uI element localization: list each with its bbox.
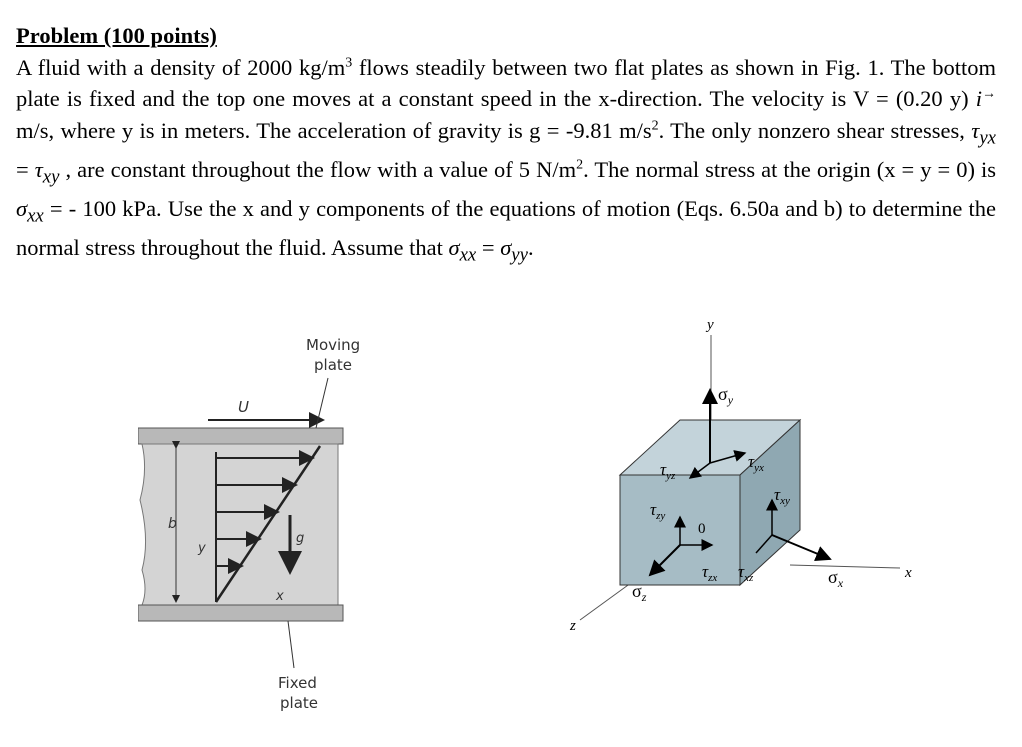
origin-label: 0 [698, 521, 706, 537]
problem-statement [16, 20, 996, 271]
sigma-x-label: $\sigma_x$ [828, 567, 844, 590]
sigma-z-label: $\sigma_z$ [632, 581, 647, 604]
text-seg: m/s, where y is in meters. The acceleration of gravity is g = -9.81 m/s [16, 117, 652, 143]
plate-flow-figure [138, 310, 458, 730]
axis-z-label: z [570, 618, 576, 634]
tau-zy-label: $\tau_{zy}$ [650, 500, 666, 522]
superscript: 2 [576, 157, 584, 172]
fixed-plate-leader [288, 621, 294, 668]
text-seg: = - 100 kPa. Use the x and y components of the equations of motion (Eqs. 6.50a and b) to determine the normal stress throughout the fluid. Assume that [16, 195, 996, 260]
text-seg: . The only nonzero shear stresses, [658, 117, 972, 143]
tau-zx-label: $\tau_{zx}$ [702, 562, 718, 584]
text-seg: = [16, 156, 35, 182]
subscript: xy [42, 166, 60, 187]
axis-x-label: x [905, 565, 912, 581]
sigma-symbol: σ [16, 195, 28, 221]
subscript: yy [511, 244, 528, 265]
fixed-plate-label: plate [280, 694, 318, 712]
sigma-y-label: $\sigma_y$ [718, 384, 734, 407]
tau-symbol: τ [971, 117, 980, 143]
g-label: g [296, 531, 305, 546]
problem-paragraph: A fluid with a density of 2000 $kg/m^3$ flows steadily between two flat plates as shown in Fig. 1. The bottom plate is fixed and the top one moves at a constant speed in the x-direction. The velocity is V = (0.20 y) i→ m/s, where y is in meters. The acceleration of gravity is g = -9.81 $m/s^2$. The only nonzero shear stresses, $\tau_{yx} = \tau_{xy}$ , are constant throughout the flow with a value of 5 $N/m^2$. The normal stress at the origin (x = y = 0) is $\sigma_{xx}$ = - 100 kPa. Use the x and y components of the equations of motion (Eqs. 6.50a and b) to determine the normal stress throughout the fluid. Assume that $\sigma_{xx} = \sigma_{yy}$. [16, 54, 996, 265]
tau-yx-label: $\tau_{yx}$ [748, 452, 764, 474]
stress-cube-figure [560, 305, 940, 640]
subscript: xx [459, 244, 477, 265]
unit-vector-i: i [975, 86, 982, 111]
fixed-plate [138, 605, 343, 621]
u-label: U [238, 398, 249, 416]
text-seg: , are constant throughout the flow with a value of 5 N/m [59, 156, 577, 182]
tau-xy-label: $\tau_{xy}$ [774, 485, 790, 507]
fixed-plate-label: Fixed [278, 674, 317, 692]
x-axis [790, 565, 900, 568]
text-seg: flows steadily between two flat plates as shown in Fig. 1. The bottom plate is fixed and the top one moves at a constant speed in the x-direction. The velocity is V = (0.20 y) [16, 54, 996, 111]
z-axis [580, 580, 635, 620]
subscript: xx [27, 205, 44, 226]
b-label: b [168, 516, 177, 532]
tau-symbol: τ [34, 156, 43, 182]
x-label: x [276, 589, 284, 604]
text-seg: A fluid with a density of 2000 kg/m [16, 54, 346, 80]
text-seg: = [476, 234, 501, 260]
text-seg: . The normal stress at the origin (x = y = 0) is [583, 156, 996, 182]
tau-xz-label: $\tau_{xz}$ [738, 562, 754, 584]
y-label: y [198, 541, 206, 556]
moving-plate [138, 428, 343, 444]
moving-plate-label: plate [314, 356, 352, 374]
tau-yz-label: $\tau_{yz}$ [660, 460, 676, 482]
moving-plate-label: Moving [306, 336, 361, 354]
text-seg: . [527, 234, 534, 260]
superscript: 2 [651, 118, 659, 133]
axis-y-label: y [707, 317, 714, 333]
superscript: 3 [345, 55, 353, 70]
sigma-symbol: σ [448, 234, 460, 260]
sigma-symbol: σ [500, 234, 512, 260]
subscript: yx [979, 127, 996, 148]
problem-title: Problem (100 points) [16, 23, 217, 48]
